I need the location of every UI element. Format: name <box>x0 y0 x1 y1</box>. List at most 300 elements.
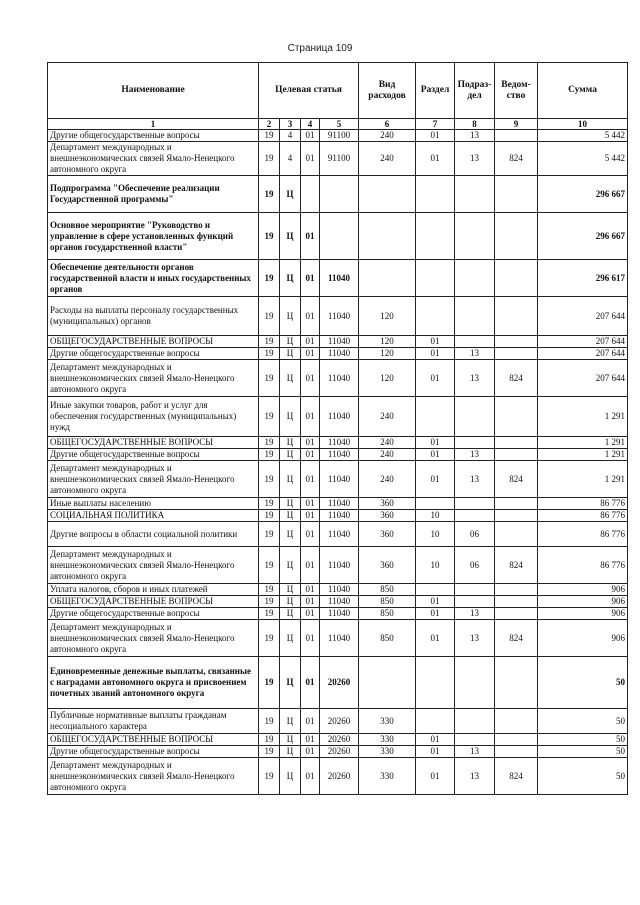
table-row <box>48 657 628 709</box>
cell-expense-type: 330 <box>359 709 416 734</box>
cell-sum: 207 644 <box>538 297 628 336</box>
cell-sum: 906 <box>538 620 628 657</box>
row-name: Департамент международных и внешнеэкономических связей Ямало-Ненецкого автономного округа <box>48 547 259 584</box>
cell-section: 01 <box>416 608 455 620</box>
cell-direction: 20260 <box>320 657 359 709</box>
cell-department <box>495 657 538 709</box>
cell-expense-type: 120 <box>359 336 416 348</box>
cell-subsection: 13 <box>455 348 495 360</box>
row-name: Расходы на выплаты персоналу государственных (муниципальных) органов <box>48 297 259 336</box>
row-name: Иные закупки товаров, работ и услуг для обеспечения государственных (муниципальных) нужд <box>48 397 259 437</box>
cell-subprogram: Ц <box>280 498 301 510</box>
table-row <box>48 397 628 437</box>
cell-subprogram: Ц <box>280 584 301 596</box>
cell-expense-type: 240 <box>359 449 416 461</box>
table-row <box>48 522 628 547</box>
table-row <box>48 547 628 584</box>
cell-expense-type: 120 <box>359 348 416 360</box>
table-row <box>48 620 628 657</box>
cell-activity: 01 <box>301 336 320 348</box>
header-name: Наименование <box>48 63 259 119</box>
col-number: 6 <box>359 119 416 130</box>
col-number: 3 <box>280 119 301 130</box>
cell-activity: 01 <box>301 620 320 657</box>
cell-department: 824 <box>495 142 538 176</box>
cell-expense-type <box>359 260 416 297</box>
row-name: СОЦИАЛЬНАЯ ПОЛИТИКА <box>48 510 259 522</box>
cell-subprogram: Ц <box>280 348 301 360</box>
row-name: Другие общегосударственные вопросы <box>48 348 259 360</box>
cell-direction: 11040 <box>320 297 359 336</box>
cell-activity: 01 <box>301 449 320 461</box>
cell-sum: 5 442 <box>538 130 628 142</box>
cell-section <box>416 584 455 596</box>
cell-activity: 01 <box>301 547 320 584</box>
table-row <box>48 608 628 620</box>
table-row <box>48 746 628 758</box>
cell-program: 19 <box>259 437 280 449</box>
cell-direction: 91100 <box>320 142 359 176</box>
cell-expense-type: 240 <box>359 397 416 437</box>
cell-direction: 11040 <box>320 498 359 510</box>
cell-sum: 906 <box>538 596 628 608</box>
cell-activity: 01 <box>301 734 320 746</box>
cell-program: 19 <box>259 461 280 498</box>
cell-subsection: 06 <box>455 547 495 584</box>
cell-section: 01 <box>416 734 455 746</box>
table-row <box>48 498 628 510</box>
cell-activity: 01 <box>301 437 320 449</box>
row-name: Уплата налогов, сборов и иных платежей <box>48 584 259 596</box>
cell-program: 19 <box>259 213 280 260</box>
cell-subprogram: 4 <box>280 130 301 142</box>
cell-sum: 1 291 <box>538 397 628 437</box>
cell-direction: 20260 <box>320 734 359 746</box>
col-number: 2 <box>259 119 280 130</box>
cell-section: 01 <box>416 461 455 498</box>
table-row <box>48 348 628 360</box>
header-section: Раздел <box>416 63 455 119</box>
table-body <box>48 130 628 795</box>
cell-expense-type: 240 <box>359 437 416 449</box>
cell-program: 19 <box>259 260 280 297</box>
cell-program: 19 <box>259 709 280 734</box>
cell-subsection: 13 <box>455 360 495 397</box>
cell-sum: 296 667 <box>538 176 628 213</box>
cell-direction: 11040 <box>320 260 359 297</box>
cell-department <box>495 130 538 142</box>
cell-sum: 50 <box>538 746 628 758</box>
cell-subprogram: Ц <box>280 176 301 213</box>
cell-subsection: 13 <box>455 130 495 142</box>
cell-sum: 50 <box>538 657 628 709</box>
cell-subsection: 13 <box>455 461 495 498</box>
row-name: Департамент международных и внешнеэкономических связей Ямало-Ненецкого автономного округа <box>48 620 259 657</box>
cell-activity: 01 <box>301 709 320 734</box>
row-name: Основное мероприятие "Руководство и управление в сфере установленных функций органов государственной власти" <box>48 213 259 260</box>
col-number: 1 <box>48 119 259 130</box>
cell-expense-type: 360 <box>359 547 416 584</box>
cell-activity: 01 <box>301 360 320 397</box>
header-type: Вид расходов <box>359 63 416 119</box>
cell-program: 19 <box>259 620 280 657</box>
cell-subprogram: Ц <box>280 437 301 449</box>
cell-sum: 296 667 <box>538 213 628 260</box>
cell-subsection <box>455 498 495 510</box>
row-name: ОБЩЕГОСУДАРСТВЕННЫЕ ВОПРОСЫ <box>48 437 259 449</box>
cell-subprogram: Ц <box>280 449 301 461</box>
cell-direction: 11040 <box>320 596 359 608</box>
cell-direction: 11040 <box>320 608 359 620</box>
cell-department <box>495 608 538 620</box>
cell-department <box>495 449 538 461</box>
table-row <box>48 336 628 348</box>
cell-expense-type: 850 <box>359 620 416 657</box>
cell-section <box>416 397 455 437</box>
cell-activity: 01 <box>301 130 320 142</box>
cell-activity: 01 <box>301 142 320 176</box>
cell-section: 01 <box>416 437 455 449</box>
col-number: 5 <box>320 119 359 130</box>
cell-section: 01 <box>416 360 455 397</box>
cell-program: 19 <box>259 596 280 608</box>
table-row <box>48 360 628 397</box>
cell-section: 01 <box>416 336 455 348</box>
cell-activity: 01 <box>301 260 320 297</box>
cell-subprogram: Ц <box>280 596 301 608</box>
cell-program: 19 <box>259 657 280 709</box>
cell-section <box>416 260 455 297</box>
cell-section: 01 <box>416 449 455 461</box>
cell-program: 19 <box>259 142 280 176</box>
cell-direction: 20260 <box>320 709 359 734</box>
cell-subsection <box>455 336 495 348</box>
cell-activity: 01 <box>301 608 320 620</box>
cell-program: 19 <box>259 608 280 620</box>
cell-subprogram: Ц <box>280 709 301 734</box>
cell-department <box>495 510 538 522</box>
cell-expense-type: 330 <box>359 746 416 758</box>
cell-activity: 01 <box>301 657 320 709</box>
col-number: 8 <box>455 119 495 130</box>
col-number: 9 <box>495 119 538 130</box>
cell-department <box>495 176 538 213</box>
cell-expense-type: 240 <box>359 461 416 498</box>
table-row <box>48 449 628 461</box>
cell-department <box>495 498 538 510</box>
cell-section: 10 <box>416 510 455 522</box>
cell-expense-type: 360 <box>359 510 416 522</box>
cell-section: 01 <box>416 142 455 176</box>
cell-expense-type: 850 <box>359 584 416 596</box>
cell-subprogram: Ц <box>280 360 301 397</box>
cell-department <box>495 734 538 746</box>
cell-subprogram: Ц <box>280 758 301 795</box>
cell-program: 19 <box>259 397 280 437</box>
table-row <box>48 297 628 336</box>
cell-subsection: 13 <box>455 758 495 795</box>
cell-subsection: 06 <box>455 522 495 547</box>
cell-program: 19 <box>259 734 280 746</box>
row-name: Другие общегосударственные вопросы <box>48 449 259 461</box>
table-row <box>48 213 628 260</box>
cell-activity: 01 <box>301 461 320 498</box>
cell-department <box>495 709 538 734</box>
cell-subsection: 13 <box>455 608 495 620</box>
row-name: Департамент международных и внешнеэкономических связей Ямало-Ненецкого автономного округа <box>48 142 259 176</box>
cell-subprogram: Ц <box>280 397 301 437</box>
row-name: Департамент международных и внешнеэкономических связей Ямало-Ненецкого автономного округа <box>48 360 259 397</box>
col-number: 4 <box>301 119 320 130</box>
cell-program: 19 <box>259 746 280 758</box>
cell-section: 01 <box>416 348 455 360</box>
cell-direction <box>320 176 359 213</box>
cell-subprogram: Ц <box>280 297 301 336</box>
cell-activity <box>301 176 320 213</box>
cell-subsection <box>455 213 495 260</box>
cell-expense-type: 240 <box>359 142 416 176</box>
cell-expense-type: 360 <box>359 522 416 547</box>
row-name: Обеспечение деятельности органов государственной власти и иных государственных органов <box>48 260 259 297</box>
cell-activity: 01 <box>301 348 320 360</box>
row-name: Департамент международных и внешнеэкономических связей Ямало-Ненецкого автономного округа <box>48 461 259 498</box>
cell-sum: 207 644 <box>538 348 628 360</box>
column-numbers-row <box>48 119 628 130</box>
cell-subprogram: Ц <box>280 260 301 297</box>
cell-section <box>416 709 455 734</box>
cell-direction: 11040 <box>320 437 359 449</box>
cell-department <box>495 297 538 336</box>
cell-activity: 01 <box>301 213 320 260</box>
cell-activity: 01 <box>301 596 320 608</box>
header-subsection: Подраз-дел <box>455 63 495 119</box>
cell-program: 19 <box>259 130 280 142</box>
cell-department <box>495 213 538 260</box>
cell-department: 824 <box>495 360 538 397</box>
cell-section <box>416 498 455 510</box>
cell-subsection <box>455 709 495 734</box>
table-row <box>48 510 628 522</box>
cell-sum: 1 291 <box>538 437 628 449</box>
cell-program: 19 <box>259 176 280 213</box>
cell-direction: 11040 <box>320 397 359 437</box>
cell-activity: 01 <box>301 746 320 758</box>
col-number: 10 <box>538 119 628 130</box>
cell-department: 824 <box>495 620 538 657</box>
cell-department <box>495 596 538 608</box>
cell-subsection: 13 <box>455 746 495 758</box>
table-row <box>48 130 628 142</box>
cell-section: 01 <box>416 130 455 142</box>
cell-direction: 11040 <box>320 522 359 547</box>
cell-sum: 207 644 <box>538 336 628 348</box>
table-row <box>48 437 628 449</box>
row-name: Подпрограмма "Обеспечение реализации Государственной программы" <box>48 176 259 213</box>
cell-subsection <box>455 437 495 449</box>
cell-section: 01 <box>416 746 455 758</box>
cell-subprogram: Ц <box>280 461 301 498</box>
cell-subprogram: Ц <box>280 336 301 348</box>
cell-section: 10 <box>416 522 455 547</box>
cell-program: 19 <box>259 758 280 795</box>
table-row <box>48 596 628 608</box>
header-dept: Ведом-ство <box>495 63 538 119</box>
cell-program: 19 <box>259 522 280 547</box>
cell-section: 01 <box>416 758 455 795</box>
cell-program: 19 <box>259 297 280 336</box>
cell-sum: 906 <box>538 608 628 620</box>
table-row <box>48 461 628 498</box>
header-row <box>48 63 628 119</box>
col-number: 7 <box>416 119 455 130</box>
cell-program: 19 <box>259 348 280 360</box>
row-name: ОБЩЕГОСУДАРСТВЕННЫЕ ВОПРОСЫ <box>48 596 259 608</box>
cell-department: 824 <box>495 461 538 498</box>
cell-department <box>495 397 538 437</box>
cell-expense-type: 330 <box>359 758 416 795</box>
cell-expense-type <box>359 176 416 213</box>
header-target: Целевая статья <box>259 63 359 119</box>
cell-expense-type <box>359 657 416 709</box>
cell-program: 19 <box>259 510 280 522</box>
cell-direction: 11040 <box>320 547 359 584</box>
header-sum: Сумма <box>538 63 628 119</box>
cell-direction: 20260 <box>320 746 359 758</box>
cell-section <box>416 297 455 336</box>
cell-subprogram: Ц <box>280 734 301 746</box>
cell-program: 19 <box>259 584 280 596</box>
table-row <box>48 734 628 746</box>
cell-subsection <box>455 397 495 437</box>
cell-program: 19 <box>259 547 280 584</box>
cell-subsection: 13 <box>455 620 495 657</box>
table-row <box>48 176 628 213</box>
cell-activity: 01 <box>301 510 320 522</box>
table-row <box>48 709 628 734</box>
cell-department <box>495 437 538 449</box>
cell-section: 01 <box>416 620 455 657</box>
cell-section <box>416 176 455 213</box>
budget-table <box>47 62 628 795</box>
row-name: Иные выплаты населению <box>48 498 259 510</box>
cell-expense-type: 120 <box>359 297 416 336</box>
cell-subprogram: 4 <box>280 142 301 176</box>
cell-subsection <box>455 596 495 608</box>
cell-subprogram: Ц <box>280 213 301 260</box>
cell-expense-type: 330 <box>359 734 416 746</box>
cell-sum: 1 291 <box>538 449 628 461</box>
cell-sum: 906 <box>538 584 628 596</box>
cell-expense-type: 120 <box>359 360 416 397</box>
cell-direction: 11040 <box>320 584 359 596</box>
cell-subsection <box>455 176 495 213</box>
cell-subsection: 13 <box>455 142 495 176</box>
cell-sum: 86 776 <box>538 522 628 547</box>
cell-department <box>495 522 538 547</box>
cell-subsection <box>455 734 495 746</box>
cell-expense-type <box>359 213 416 260</box>
cell-expense-type: 850 <box>359 596 416 608</box>
cell-sum: 1 291 <box>538 461 628 498</box>
cell-direction: 11040 <box>320 348 359 360</box>
cell-sum: 207 644 <box>538 360 628 397</box>
row-name: ОБЩЕГОСУДАРСТВЕННЫЕ ВОПРОСЫ <box>48 336 259 348</box>
cell-subprogram: Ц <box>280 510 301 522</box>
cell-direction: 11040 <box>320 360 359 397</box>
cell-direction: 11040 <box>320 620 359 657</box>
cell-direction: 11040 <box>320 449 359 461</box>
cell-direction: 11040 <box>320 510 359 522</box>
cell-subprogram: Ц <box>280 746 301 758</box>
cell-expense-type: 240 <box>359 130 416 142</box>
cell-department: 824 <box>495 758 538 795</box>
cell-subprogram: Ц <box>280 657 301 709</box>
cell-program: 19 <box>259 360 280 397</box>
cell-expense-type: 850 <box>359 608 416 620</box>
cell-expense-type: 360 <box>359 498 416 510</box>
row-name: Единовременные денежные выплаты, связанные с наградами автономного округа и присвоением почетных званий автономного округа <box>48 657 259 709</box>
cell-activity: 01 <box>301 758 320 795</box>
cell-activity: 01 <box>301 584 320 596</box>
row-name: Другие общегосударственные вопросы <box>48 130 259 142</box>
cell-department <box>495 260 538 297</box>
cell-direction: 91100 <box>320 130 359 142</box>
cell-direction: 20260 <box>320 758 359 795</box>
cell-direction: 11040 <box>320 461 359 498</box>
table-row <box>48 260 628 297</box>
cell-subsection <box>455 260 495 297</box>
cell-department: 824 <box>495 547 538 584</box>
cell-subsection <box>455 584 495 596</box>
cell-department <box>495 336 538 348</box>
row-name: Другие вопросы в области социальной политики <box>48 522 259 547</box>
cell-direction <box>320 213 359 260</box>
cell-subprogram: Ц <box>280 522 301 547</box>
cell-subprogram: Ц <box>280 547 301 584</box>
cell-subsection <box>455 510 495 522</box>
table-row <box>48 142 628 176</box>
cell-sum: 86 776 <box>538 498 628 510</box>
cell-activity: 01 <box>301 397 320 437</box>
cell-activity: 01 <box>301 297 320 336</box>
cell-subprogram: Ц <box>280 608 301 620</box>
row-name: Департамент международных и внешнеэкономических связей Ямало-Ненецкого автономного округа <box>48 758 259 795</box>
cell-subprogram: Ц <box>280 620 301 657</box>
cell-sum: 296 617 <box>538 260 628 297</box>
cell-department <box>495 746 538 758</box>
cell-section: 01 <box>416 596 455 608</box>
cell-section <box>416 213 455 260</box>
cell-subsection: 13 <box>455 449 495 461</box>
cell-sum: 5 442 <box>538 142 628 176</box>
cell-program: 19 <box>259 498 280 510</box>
table-row <box>48 758 628 795</box>
row-name: Другие общегосударственные вопросы <box>48 608 259 620</box>
row-name: Публичные нормативные выплаты гражданам несоциального характера <box>48 709 259 734</box>
cell-department <box>495 348 538 360</box>
cell-section: 10 <box>416 547 455 584</box>
table-row <box>48 584 628 596</box>
cell-department <box>495 584 538 596</box>
cell-sum: 86 776 <box>538 547 628 584</box>
cell-program: 19 <box>259 336 280 348</box>
cell-subsection <box>455 297 495 336</box>
cell-direction: 11040 <box>320 336 359 348</box>
cell-activity: 01 <box>301 498 320 510</box>
cell-activity: 01 <box>301 522 320 547</box>
cell-section <box>416 657 455 709</box>
row-name: Другие общегосударственные вопросы <box>48 746 259 758</box>
